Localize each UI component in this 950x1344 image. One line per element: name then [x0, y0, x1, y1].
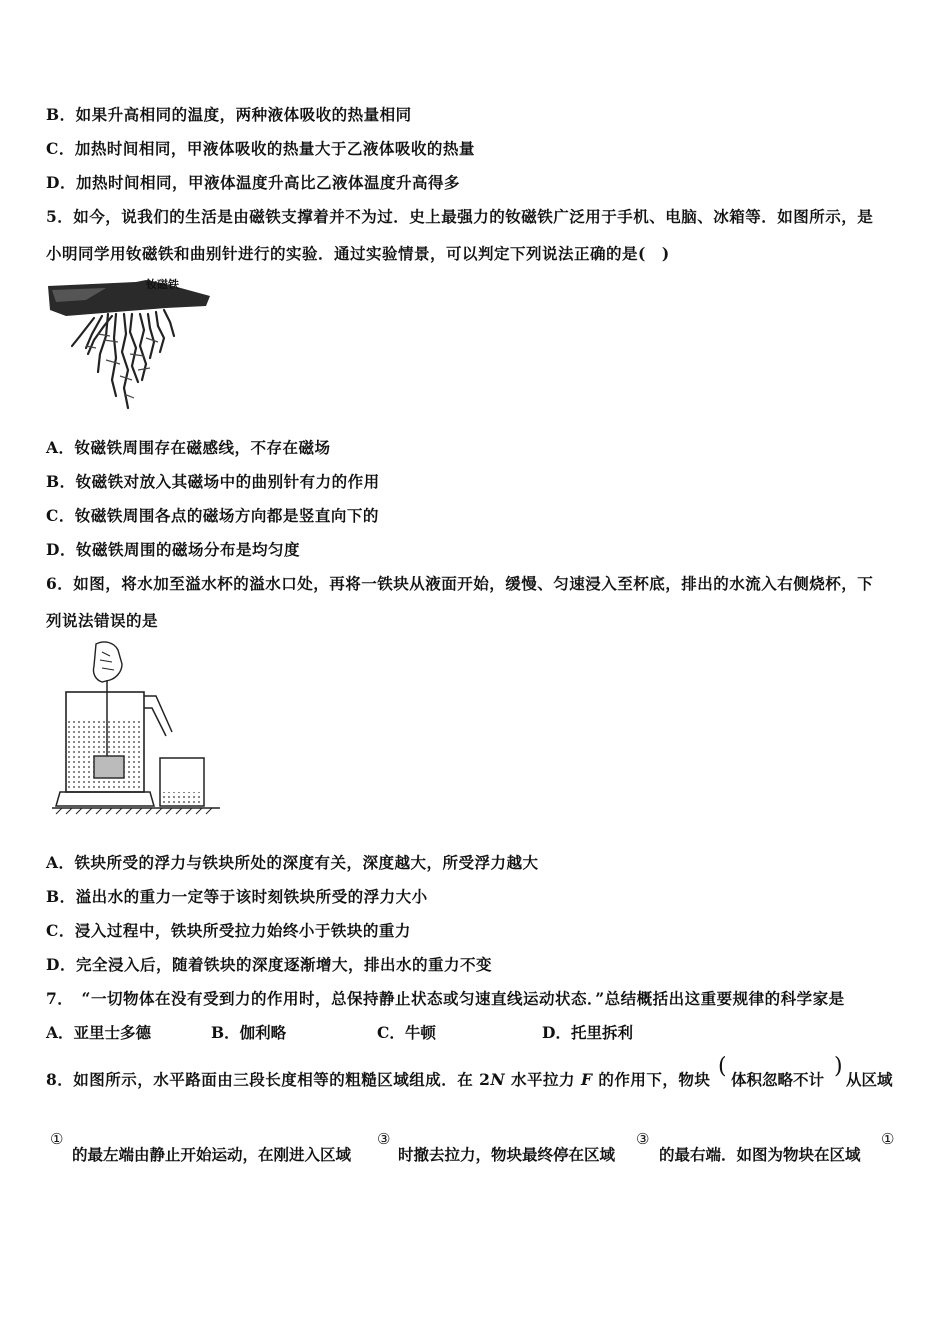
q6-option-a: A．铁块所受的浮力与铁块所处的深度有关，深度越大，所受浮力越大: [46, 853, 539, 872]
q7-option-a: A．亚里士多德: [46, 1023, 152, 1042]
q4-option-b: B．如果升高相同的温度，两种液体吸收的热量相同: [46, 105, 412, 124]
overflow-cup-figure: [52, 640, 222, 820]
q8-text-e: 从区域: [846, 1070, 893, 1089]
q8-line2-c: 的最右端．如图为物块在区域: [659, 1145, 861, 1164]
q7-option-d: D．托里拆利: [542, 1023, 633, 1042]
q8-line2-b: 时撤去拉力，物块最终停在区域: [398, 1145, 616, 1164]
magnet-label: 钕磁铁: [146, 278, 179, 291]
q8-force-f: F: [580, 1070, 593, 1089]
q5-option-c: C．钕磁铁周围各点的磁场方向都是竖直向下的: [46, 506, 379, 525]
q6-option-b: B．溢出水的重力一定等于该时刻铁块所受的浮力大小: [46, 887, 428, 906]
q8-text-b: 水平拉力: [505, 1070, 581, 1089]
q6-option-c: C．浸入过程中，铁块所受拉力始终小于铁块的重力: [46, 921, 411, 940]
q5-option-d: D．钕磁铁周围的磁场分布是均匀度: [46, 540, 300, 559]
q6-option-d: D．完全浸入后，随着铁块的深度逐渐增大，排出水的重力不变: [46, 955, 492, 974]
circle-three-icon-2: ③: [636, 1130, 650, 1148]
q5-stem-line1: 5．如今，说我们的生活是由磁铁支撑着并不为过．史上最强力的钕磁铁广泛用于手机、电脑、冰箱等．如图所示，是: [46, 207, 874, 226]
q5-stem-line2: 小明同学用钕磁铁和曲别针进行的实验．通过实验情景，可以判定下列说法正确的是( ): [46, 244, 670, 263]
q5-option-b: B．钕磁铁对放入其磁场中的曲别针有力的作用: [46, 472, 380, 491]
q5-option-a: A．钕磁铁周围存在磁感线，不存在磁场: [46, 438, 331, 457]
magnet-figure: [46, 276, 214, 416]
q4-option-c: C．加热时间相同，甲液体吸收的热量大于乙液体吸收的热量: [46, 139, 475, 158]
circle-three-icon: ③: [377, 1130, 391, 1148]
q8-text-d: 体积忽略不计: [731, 1070, 825, 1089]
q8-unit-n: N: [490, 1070, 506, 1089]
q6-stem-line2: 列说法错误的是: [46, 611, 159, 630]
q8-stem-line1: [46, 1068, 710, 1090]
q7-stem: 7． “一切物体在没有受到力的作用时，总保持静止状态或匀速直线运动状态．”总结概括出这重要规律的科学家是: [46, 989, 845, 1008]
q4-option-d: D．加热时间相同，甲液体温度升高比乙液体温度升高得多: [46, 173, 460, 192]
q8-paren-open: (: [718, 1054, 727, 1079]
q8-line2-a: 的最左端由静止开始运动，在刚进入区域: [72, 1145, 352, 1164]
q8-text-c: 的作用下，物块: [592, 1070, 711, 1089]
circle-one-icon: ①: [50, 1130, 64, 1148]
q7-option-c: C．牛顿: [377, 1023, 436, 1042]
circle-one-icon-2: ①: [881, 1130, 895, 1148]
q8-text-a: 8．如图所示，水平路面由三段长度相等的粗糙区域组成．在 2: [46, 1070, 491, 1089]
q8-paren-close: ): [834, 1054, 843, 1079]
q6-stem-line1: 6．如图，将水加至溢水杯的溢水口处，再将一铁块从液面开始，缓慢、匀速浸入至杯底，排出的水流入右侧烧杯，下: [46, 574, 874, 593]
q7-option-b: B．伽利略: [211, 1023, 287, 1042]
